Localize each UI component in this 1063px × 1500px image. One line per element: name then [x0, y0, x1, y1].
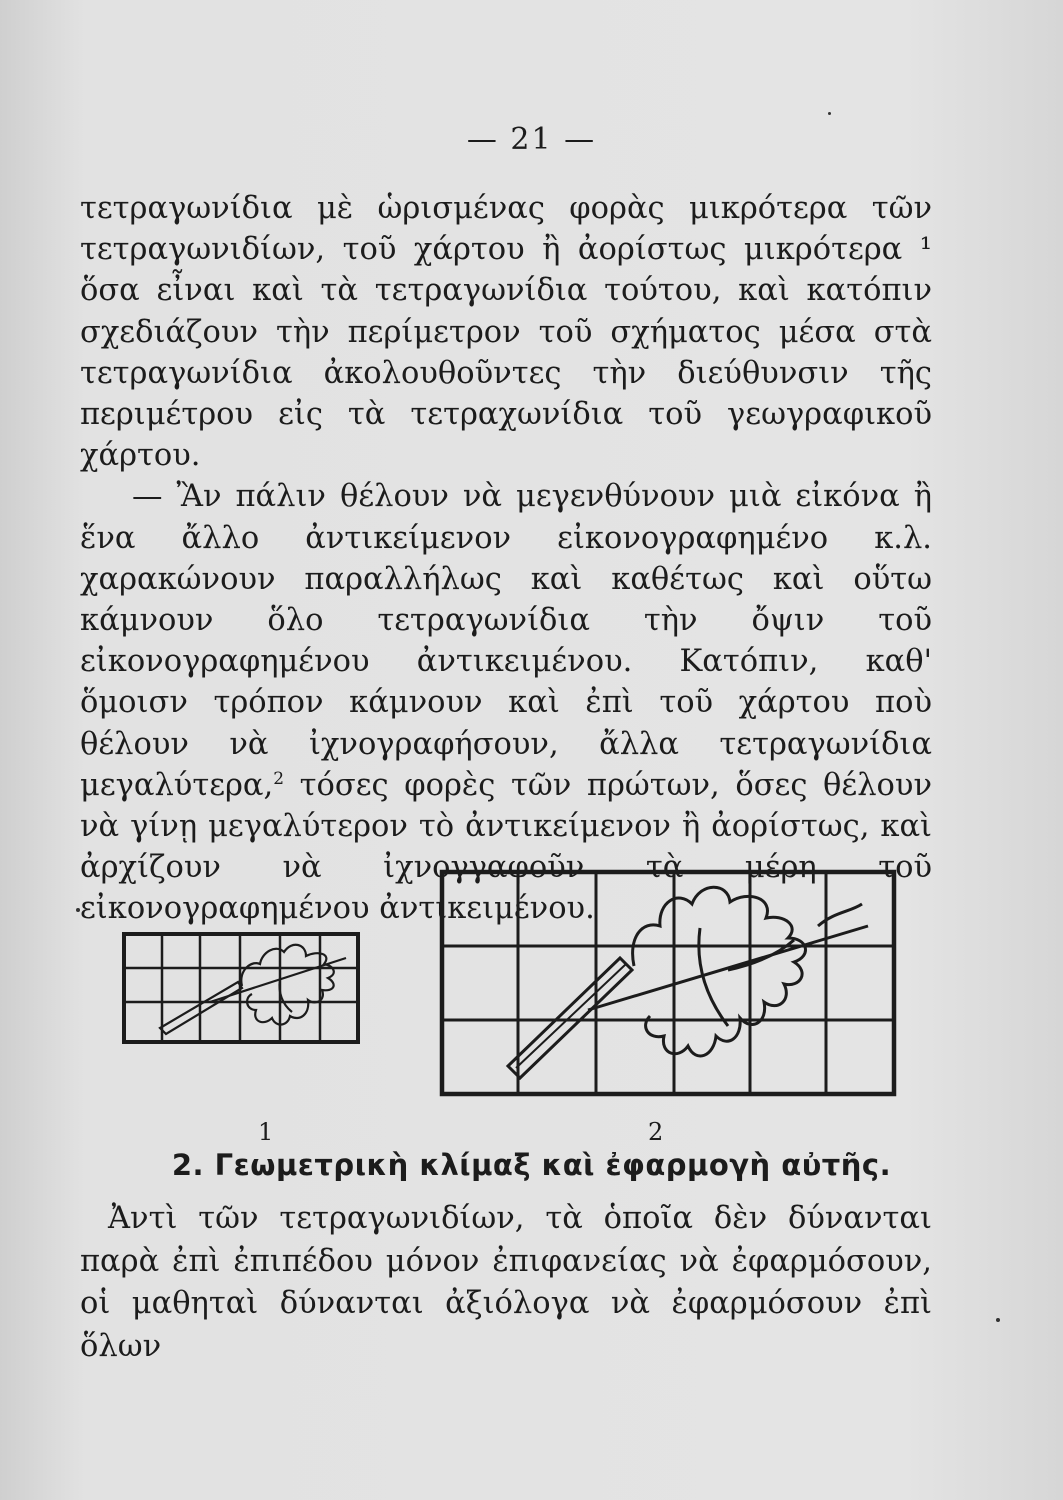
footnote-mark: 2: [273, 768, 285, 789]
paper-speck: [76, 908, 80, 912]
small-leaf-drawing: [160, 945, 346, 1034]
large-leaf-drawing: [508, 887, 868, 1078]
paragraph-1: τετραγωνίδια μὲ ὡρισμένας φορὰς μικρότερα τῶν τετραγωνιδίων, τοῦ χάρτου ἢ ἀορίστως μικρότερα ¹ ὅσα εἶναι καὶ τὰ τετραγωνίδια τούτου, καὶ κατόπιν σχεδιάζουν τὴν περίμετρον τοῦ σχήματος μέσα στὰ τετραγωνίδια ἀκολουθοῦντες τὴν διεύθυνσιν τῆς περιμέτρου εἰς τὰ τετραχωνίδια τοῦ γεωγραφικοῦ χάρτου.: [80, 191, 932, 474]
large-grid-lines: [442, 872, 894, 1094]
figure-small-grid: [120, 930, 366, 1050]
figure-label-1: 1: [258, 1118, 274, 1146]
paragraph-2-part-a: — Ἂν πάλιν θέλουν νὰ μεγενθύνουν μιὰ εἰκόνα ἢ ἕνα ἄλλο ἀντικείμενον εἰκονογραφημένο κ.λ. χαρακώνουν παραλλήλως καὶ καθέτως καὶ οὕτω κάμνουν ὅλο τετραγωνίδια τὴν ὄψιν τοῦ εἰκονογραφημένου ἀντικειμένου. Κατόπιν, καθ' ὅμοισν τρόπον κάμνουν καὶ ἐπὶ τοῦ χάρτου ποὺ θέλουν νὰ ἰχνογραφήσουν, ἄλλα τετραγωνίδια μεγαλύτερα,: [80, 479, 932, 803]
paragraph-2-part-b: τόσες φορὲς τῶν πρώτων, ὅσες θέλουν νὰ γίνῃ μεγαλύτερον τὸ ἀντικείμενον ἢ ἀορίστως, καὶ ἀρχίζουν νὰ ἰχνογγαφοῦν τὰ μέρη τοῦ εἰκονογραφημένου ἀντικειμένου.: [80, 767, 932, 927]
paper-speck: [828, 112, 831, 115]
paper-speck: [996, 1318, 1000, 1322]
section-heading: 2. Γεωμετρικὴ κλίμαξ καὶ ἐφαρμογὴ αὐτῆς.: [171, 1148, 892, 1182]
body-text: [80, 188, 932, 930]
figure-large-grid: [438, 868, 900, 1102]
section-text: [80, 1198, 932, 1368]
figure-label-2: 2: [648, 1118, 664, 1146]
section-paragraph: Ἀντὶ τῶν τετραγωνιδίων, τὰ ὁποῖα δὲν δύνανται παρὰ ἐπὶ ἐπιπέδου μόνον ἐπιφανείας νὰ ἐφαρμόσουν, οἱ μαθηταὶ δύνανται ἀξιόλογα νὰ ἐφαρμόσουν ἐπὶ ὅλων: [80, 1201, 932, 1364]
paragraph-2: [80, 476, 932, 929]
page-number: — 21 —: [466, 122, 597, 157]
